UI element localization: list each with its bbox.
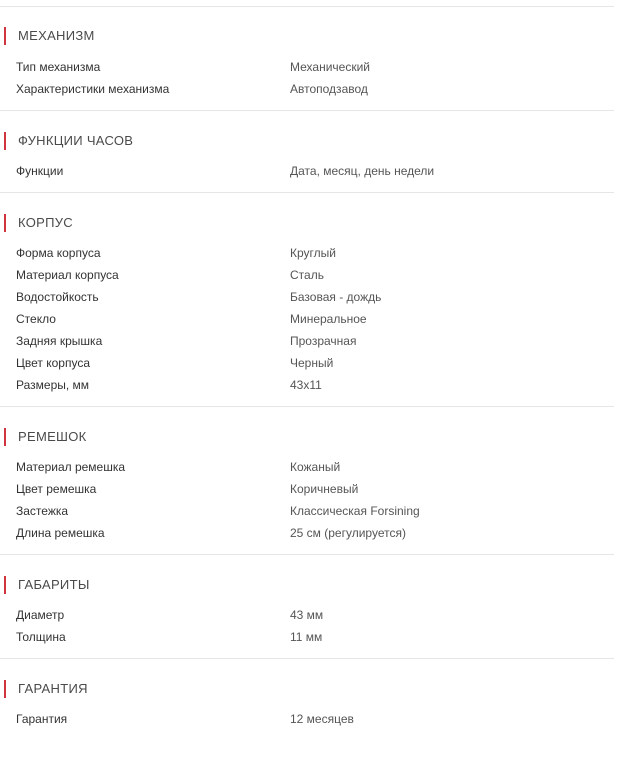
spec-value: Черный	[290, 356, 334, 370]
spec-row	[0, 456, 614, 478]
spec-value: 43 мм	[290, 608, 324, 622]
spec-value: Кожаный	[290, 460, 341, 474]
section-title: ГАРАНТИЯ	[0, 680, 614, 698]
section-title: МЕХАНИЗМ	[0, 27, 614, 45]
section-mechanism	[0, 7, 614, 111]
spec-label: Застежка	[16, 504, 69, 518]
spec-value: Автоподзавод	[290, 82, 368, 96]
spec-value: 11 мм	[290, 630, 323, 644]
spec-row	[0, 264, 614, 286]
spec-row	[0, 522, 614, 544]
spec-label: Стекло	[16, 312, 56, 326]
section-title: ФУНКЦИИ ЧАСОВ	[0, 132, 614, 150]
spec-label: Водостойкость	[16, 290, 99, 304]
spec-row	[0, 708, 614, 730]
spec-label: Цвет корпуса	[16, 356, 90, 370]
spec-label: Гарантия	[16, 712, 68, 726]
spec-value: Сталь	[290, 268, 324, 282]
spec-label: Размеры, мм	[16, 378, 90, 392]
spec-row	[0, 330, 614, 352]
spec-label: Характеристики механизма	[16, 82, 170, 96]
section-title: РЕМЕШОК	[0, 428, 614, 446]
spec-value: Коричневый	[290, 482, 359, 496]
spec-value: Механический	[290, 60, 370, 74]
spec-row	[0, 160, 614, 182]
spec-row	[0, 78, 614, 100]
section-case	[0, 193, 614, 407]
section-warranty	[0, 659, 614, 740]
spec-row	[0, 286, 614, 308]
spec-row	[0, 478, 614, 500]
spec-value: Классическая Forsining	[290, 504, 420, 518]
spec-label: Задняя крышка	[16, 334, 103, 348]
section-title: ГАБАРИТЫ	[0, 576, 614, 594]
spec-row	[0, 500, 614, 522]
spec-label: Толщина	[16, 630, 66, 644]
spec-value: 12 месяцев	[290, 712, 354, 726]
spec-row	[0, 352, 614, 374]
spec-value: Круглый	[290, 246, 336, 260]
spec-row	[0, 308, 614, 330]
spec-value: 43х11	[290, 378, 322, 392]
spec-row	[0, 242, 614, 264]
spec-label: Функции	[16, 164, 64, 178]
spec-label: Диаметр	[16, 608, 65, 622]
spec-value: Базовая - дождь	[290, 290, 382, 304]
spec-label: Материал корпуса	[16, 268, 119, 282]
spec-row	[0, 604, 614, 626]
spec-value: Минеральное	[290, 312, 367, 326]
spec-label: Форма корпуса	[16, 246, 101, 260]
spec-label: Тип механизма	[16, 60, 101, 74]
section-title: КОРПУС	[0, 214, 614, 232]
spec-row	[0, 374, 614, 396]
spec-label: Материал ремешка	[16, 460, 126, 474]
spec-row	[0, 56, 614, 78]
specifications-list	[0, 7, 614, 740]
spec-label: Длина ремешка	[16, 526, 105, 540]
spec-value: Прозрачная	[290, 334, 357, 348]
spec-value: Дата, месяц, день недели	[290, 164, 435, 178]
spec-label: Цвет ремешка	[16, 482, 97, 496]
section-strap	[0, 407, 614, 555]
section-watch-functions	[0, 111, 614, 193]
section-dimensions	[0, 555, 614, 659]
spec-value: 25 см (регулируется)	[290, 526, 406, 540]
spec-row	[0, 626, 614, 648]
